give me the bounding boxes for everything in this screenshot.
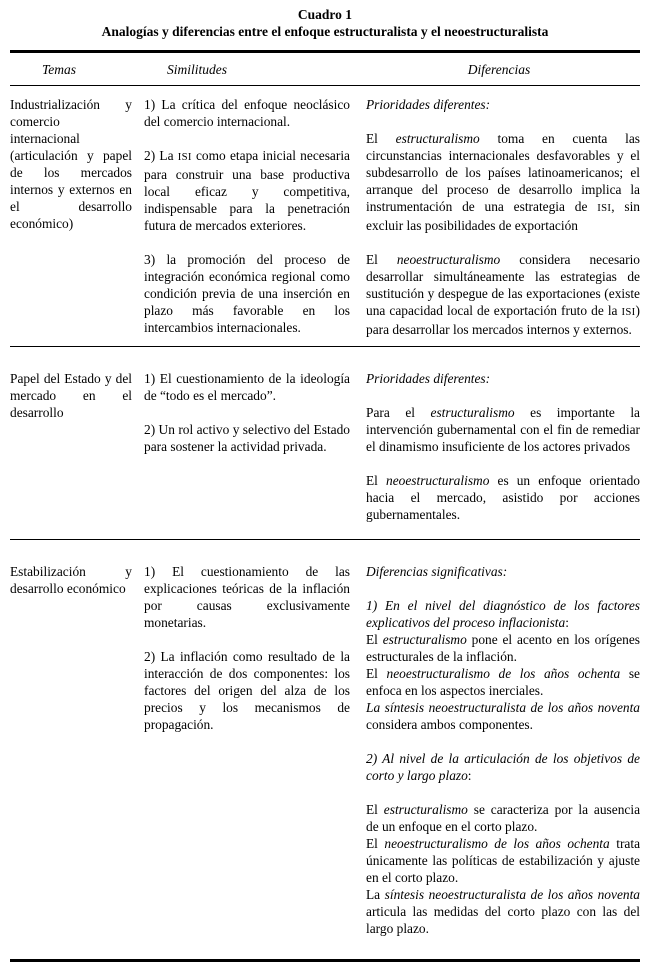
paragraph: 1) El cuestionamiento de la ideología de “todo es el mercado”.	[144, 371, 350, 403]
tema-text: Industrialización y comercio internacional (articulación y papel de los mercados internos y externos en el desarrollo económico)	[10, 97, 132, 231]
cell-diferencias	[366, 96, 640, 338]
cell-diferencias	[366, 370, 640, 523]
column-gap	[132, 370, 144, 523]
isi-smallcaps: ISI	[597, 202, 612, 214]
table-body	[10, 86, 640, 953]
diferencia-item	[366, 130, 640, 234]
paragraph: El neoestructuralismo de los años ochenta se enfoca en los aspectos inerciales.	[366, 666, 640, 698]
similitud-item	[144, 563, 350, 631]
paragraph: 1) La crítica del enfoque neoclásico del comercio internacional.	[144, 97, 350, 129]
paragraph: 2) La inflación como resultado de la interacción de dos componentes: los factores del origen del alza de los precios y los mecanismos de propagación.	[144, 649, 350, 732]
diferencia-item	[366, 251, 640, 338]
paragraph: Prioridades diferentes:	[366, 371, 491, 386]
top-rule	[10, 50, 640, 53]
isi-smallcaps: ISI	[177, 151, 192, 163]
bottom-rule	[10, 959, 640, 962]
column-gap	[132, 96, 144, 338]
diferencia-item	[366, 370, 640, 387]
paragraph: El neoestructuralismo considera necesario desarrollar simultáneamente las estrategias de sustitución y despegue de las exportaciones (existe una capacidad local de exportación fruto de la ISI) para desarrollar los mercados internos y externos.	[366, 252, 640, 337]
isi-smallcaps: ISI	[621, 306, 636, 318]
similitud-item	[144, 96, 350, 130]
paragraph: 2) Al nivel de la articulación de los objetivos de corto y largo plazo:	[366, 751, 640, 783]
paragraph: Diferencias significativas:	[366, 564, 508, 579]
column-gap	[132, 563, 144, 937]
paragraph: 1) En el nivel del diagnóstico de los factores explicativos del proceso inflacionista:	[366, 598, 640, 630]
diferencia-item	[366, 563, 640, 580]
column-header-diferencias: Diferencias	[467, 62, 531, 77]
paragraph: El estructuralismo se caracteriza por la ausencia de un enfoque en el corto plazo.	[366, 802, 641, 834]
tema-text: Papel del Estado y del mercado en el desarrollo	[10, 371, 132, 420]
cell-similitudes	[144, 370, 350, 523]
diferencia-item	[366, 472, 640, 523]
cell-tema	[10, 563, 132, 937]
paragraph: 2) Un rol activo y selectivo del Estado para sostener la actividad privada.	[144, 422, 350, 454]
similitud-item	[144, 370, 350, 404]
column-gap	[350, 96, 366, 338]
tema-text: Estabilización y desarrollo económico	[10, 564, 132, 596]
paragraph: Prioridades diferentes:	[366, 97, 491, 112]
cell-diferencias	[366, 563, 640, 937]
column-gap	[350, 563, 366, 937]
column-gap	[350, 370, 366, 523]
paragraph: Para el estructuralismo es importante la intervención gubernamental con el fin de remediar el dinamismo insuficiente de los actores privados	[366, 405, 640, 454]
paragraph: La síntesis neoestructuralista de los años noventa articula las medidas del corto plazo con las del largo plazo.	[366, 887, 640, 936]
paragraph: 3) la promoción del proceso de integración económica regional como condición previa de una inserción en plazo más favorable en los intercambios internacionales.	[144, 252, 350, 335]
column-header-row	[10, 61, 640, 78]
column-header-similitudes: Similitudes	[167, 62, 227, 77]
similitud-item	[144, 421, 350, 455]
table-caption: Analogías y diferencias entre el enfoque estructuralista y el neoestructuralista	[101, 24, 549, 39]
cell-tema	[10, 96, 132, 338]
similitud-item	[144, 251, 350, 336]
diferencia-item	[366, 597, 640, 733]
paragraph: El estructuralismo toma en cuenta las circunstancias internacionales desfavorables y el subdesarrollo de los países latinoamericanos; el arranque del proceso de desarrollo implica la instrumentación de una estrategia de ISI, sin excluir las posibilidades de exportación	[366, 131, 641, 233]
paragraph: 1) El cuestionamiento de las explicaciones teóricas de la inflación por causas exclusivamente monetarias.	[144, 564, 350, 630]
table-row	[10, 540, 640, 953]
table-row	[10, 347, 640, 539]
similitud-item	[144, 648, 350, 733]
paragraph: El neoestructuralismo de los años ochenta trata únicamente las políticas de estabilización y ajuste en el corto plazo.	[366, 836, 641, 885]
column-header-temas: Temas	[41, 62, 76, 77]
diferencia-item	[366, 801, 640, 937]
paragraph: 2) La ISI como etapa inicial necesaria para construir una base productiva local eficaz y competitiva, indispensable para la penetración futura de mercados exteriores.	[144, 148, 350, 233]
cell-similitudes	[144, 563, 350, 937]
paragraph: El estructuralismo pone el acento en los orígenes estructurales de la inflación.	[366, 632, 641, 664]
cell-tema	[10, 370, 132, 523]
paragraph: La síntesis neoestructuralista de los años noventa considera ambos componentes.	[366, 700, 640, 732]
diferencia-item	[366, 750, 640, 784]
diferencia-item	[366, 404, 640, 455]
diferencia-item	[366, 96, 640, 113]
similitud-item	[144, 147, 350, 234]
cell-similitudes	[144, 96, 350, 338]
paragraph: El neoestructuralismo es un enfoque orientado hacia el mercado, asistido por acciones gubernamentales.	[366, 473, 640, 522]
table-number-title: Cuadro 1	[297, 7, 353, 22]
table-row	[10, 86, 640, 346]
